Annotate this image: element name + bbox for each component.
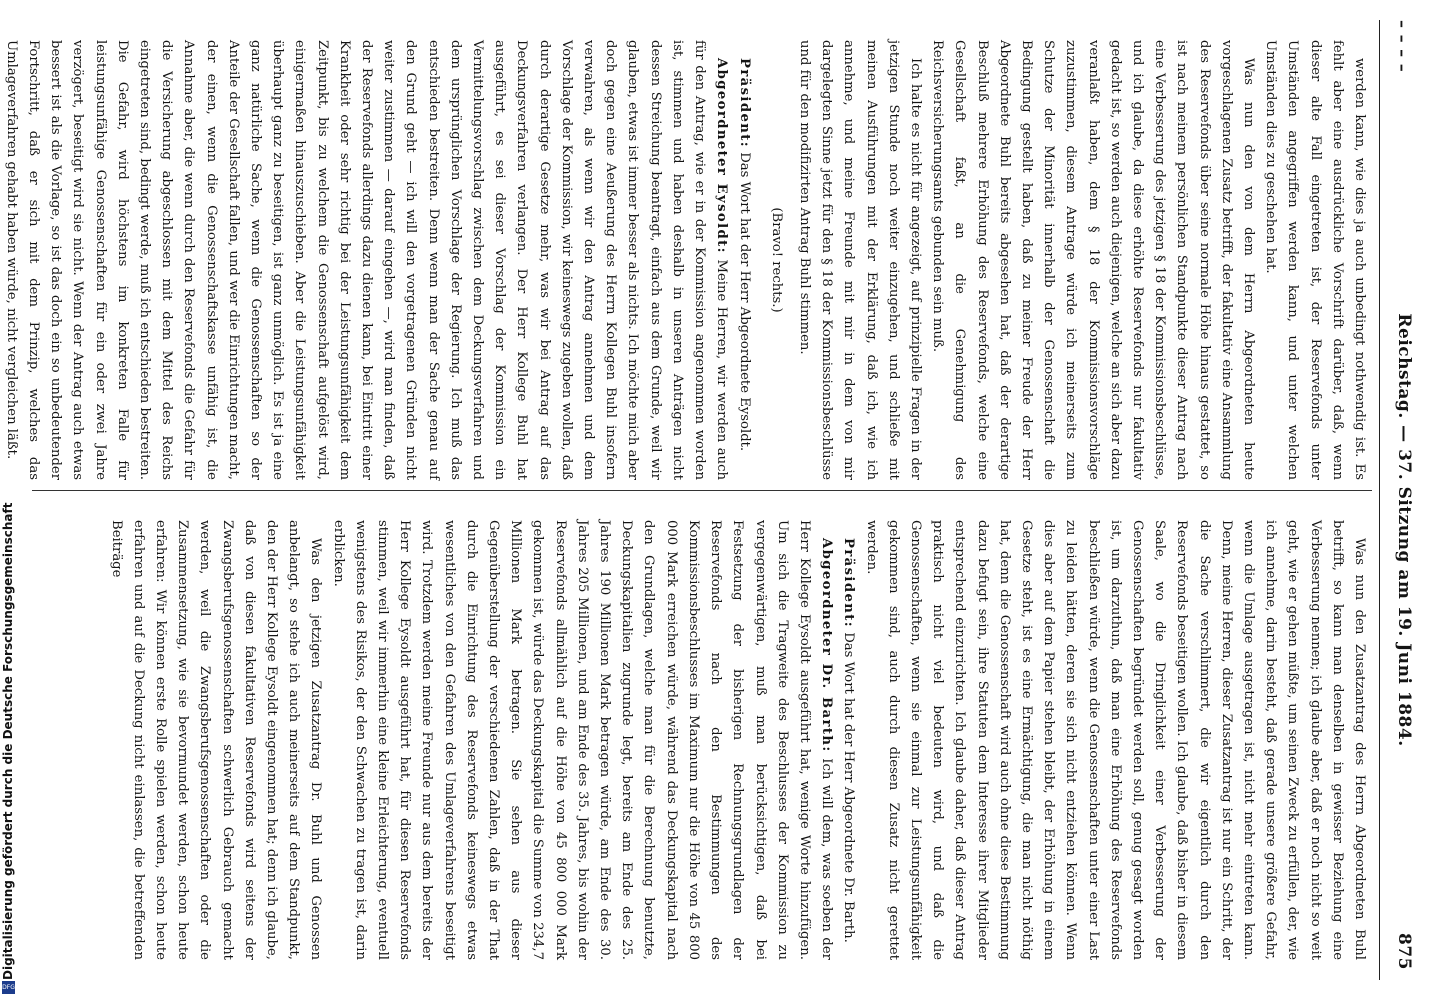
dfg-logo-icon: DFG bbox=[2, 981, 15, 994]
page-header bbox=[1379, 20, 1420, 980]
president-speaker-label-2: Präsident: bbox=[841, 538, 857, 629]
barth-statement-paragraph-2: Was den jetzigen Zusatzantrag Dr. Buhl und Genossen anbelangt, so stehe ich auch meinerseits auf dem Standpunkt, den der Herr Kollege Eysoldt eingenommen hat; denn ich glaube, daß von diesen fakultativen Reservefonds wird seitens der Zwangsberufsgenossenschaften schwerlich Gebrauch gemacht werden, weil die Zwangsberufsgenossenschaften oder die Zusammensetzung, wie sie bevormundet werden, schon heute erfahren: Wir können erste Rolle spielen werden, schon heute erfahren und auf die Deckung nicht einlassen, die betreffenden Beiträge bbox=[108, 520, 324, 960]
page-number: 875 bbox=[1394, 933, 1414, 970]
applause-note: (Bravo! rechts.) bbox=[768, 207, 784, 313]
eysoldt-statement bbox=[0, 40, 732, 480]
right-column bbox=[70, 520, 1370, 960]
column-divider bbox=[32, 490, 1372, 491]
credit-text: Digitalisierung gefördert durch die Deutsche Forschungsgemeinschaft bbox=[1, 502, 15, 980]
left-paragraph-1: werden kann, wie dies ja auch unbedingt nothwendig ist. Es fehlt aber eine ausdrückliche Vorschrift darüber, daß, wenn dieser alte Fall eingetreten ist, der Reservefonds unter Umständen angegriffen werden kann, und unter welchen Umständen dies zu geschehen hat. bbox=[1263, 40, 1367, 480]
header-title: Reichstag. — 37. Sitzung am 19. Juni 1884. bbox=[1394, 313, 1414, 747]
eysoldt-statement-text: Meine Herren, wir werden auch für den Antrag, wie er in der Kommission angenommen worden ist, stimmen und haben deshalb in unseren Anträgen nicht dessen Streichung beantragt, einfach aus dem Grunde, weil wir glauben, etwas ist immer besser als nichts. Ich möchte mich aber doch gegen eine Aeußerung des Herrn Kollegen Buhl insofern verwahren, als wenn wir den Antrag annehmen und dem Vorschlage der Kommission, wir keineswegs zugeben wollen, daß durch derartige Gesetze mehr, was wir bei Antrag auf das Deckungsverfahren verlangen. Der Herr Kollege Buhl hat ausgeführt, es sei dieser Vorschlag der Kommission ein Vermittelungsvorschlag zwischen dem Deckungsverfahren und dem ursprünglichen Vorschlage der Regierung. Ich muß das entschieden bestreiten. Denn wenn man der Sache genau auf den Grund geht — ich will den vorgetragenen Gründen nicht weiter zustimmen — darauf eingehen —, wird man finden, daß der Reservefonds allerdings dazu dienen kann, bei Eintritt einer Krankheit oder sehr richtig bei der Leistungsunfähigkeit dem Zeitpunkt, bis zu welchem die Genossenschaft aufgelöst wird, einigermaßen hinauszuschieben. Aber die Leistungsunfähigkeit überhaupt ganz zu beseitigen, ist ganz unmöglich. Es ist ja eine ganz natürliche Sache, wenn die Genossenschaften so der Anteile der Gesellschaft fallen, und wer die Einrichtungen macht, der einen, wenn die Genossenschaftskasse unfähig ist, die Annahme aber, die wenn durch den Reservefonds die Gefahr für die Versicherung abgeschlossen mit dem Mittel des Reichs eingetreten sind, bedingt werde, muß ich entschieden bestreiten. Die Gefahr, wird höchstens im konkreten Falle für leistungsunfähige Genossenschaften für ein oder zwei Jahre verzögert, beseitigt wird sie nicht. Wenn der Antrag auch etwas bessert ist als die Vorlage, so ist das doch ein so unbedeutender Fortschritt, daß er sich mit dem Prinzip, welches das Umlageverfahren gehabt haben würde, nicht vergleichen läßt. bbox=[3, 40, 730, 480]
barth-speaker-label: Abgeordneter Dr. Barth: bbox=[819, 538, 835, 753]
president-speaker-label: Präsident: bbox=[736, 58, 752, 149]
president-statement-1 bbox=[732, 40, 754, 480]
left-column bbox=[3, 40, 1370, 480]
barth-statement-text-1: Ich will dem, was soeben der Herr Kollege Eysoldt ausgeführt hat, wenige Worte hinzufügen. Um sich die Tragweite des Beschlusses der Kommission zu vergegenwärtigen, muß man berücksichtigen, daß bei Festsetzung der bisherigen Rechnungsgrundlagen der Reservefonds nach den Bestimmungen des Kommissionsbeschlusses im Maximum nur die Höhe von 45 800 000 Mark erreichen würde, während das Deckungskapital nach den Grundlagen, welche man für die Berechnung benutzte, Deckungskapitalien zugrunde legt, bereits am Ende des 25. Jahres 190 Millionen Mark betragen würde, am Ende des 30. Jahres 205 Millionen, und am Ende des 35. Jahres, bis wohin der Reservefonds allmählich auf die Höhe von 45 800 000 Mark gekommen ist, würde das Deckungskapital die Summe von 234,7 Millionen Mark betragen. Sie sehen aus dieser Gegenüberstellung der verschiedenen Zahlen, daß in der That durch die Einrichtung des Reservefonds keineswegs etwas wesentliches von den Gefahren des Umlageverfahrens beseitigt wird. Trotzdem werden meine Freunde nur aus dem bereits der Herr Kollege Eysoldt ausgeführt hat, für diesen Reservefonds stimmen, weil wir immerhin eine kleine Erleichterung, eventuell wenigstens des Risikos, der den Schwachen zu tragen ist, darin erblicken. bbox=[330, 520, 835, 960]
left-paragraph-2: Was nun den von dem Herrn Abgeordneten heute vorgeschlagenen Zusatz betrifft, der fakultativ eine Ansammlung des Reservefonds über seine normale Höhe hinaus gestattet, so ist nach meinem persönlichen Standpunkte dieser Antrag nach eine Verbesserung des jetzigen § 18 der Kommissionsbeschlüsse, und ich glaube, da diese erhöhte Reservefonds nur fakultativ gedacht ist, so werden auch diejenigen, welche an sich aber dazu veranlaßt haben, dem § 18 der Kommissionsvorschläge zuzustimmen, diesem Antrage würde ich meinerseits zum Schutze der Minorität innerhalb der Genossenschaft die Bedingung gestellt haben, daß zu meiner Freude der Herr Abgeordnete Buhl bereits abgesehen hat, daß der derartige Beschluß mehrere Erhöhung des Reservefonds, welche eine Gesellschaft faßt, an die Genehmigung des Reichsversicherungsamts gebunden sein muß. bbox=[930, 40, 1256, 480]
right-paragraph-1: Was nun den Zusatzantrag des Herrn Abgeordneten Buhl betrifft, so kann man denselben in gewisser Beziehung eine Verbesserung nennen; ich glaube aber, daß er noch nicht so weit geht, wie er gehen müßte, um seinen Zweck zu erfüllen, der, wie ich annehme, darin besteht, daß gerade unsere größere Gefahr, wenn die Umlage ausgetragen ist, nicht mehr eintreten kann. Denn, meine Herren, dieser Zusatzantrag ist nur ein Schritt, der die Sache verschlimmert, die wir eigentlich durch den Reservefonds beseitigen wollen. Ich glaube, daß bisher in diesem Saale, wo die Dringlichkeit einer Verbesserung der Genossenschaften begründet werden soll, genug gesagt worden ist, um darzuthun, daß man eine Erhöhung des Reservefonds beschließen würde, wenn die Genossenschaften unter einer Last zu leiden hätten, deren sie sich nicht entziehen können. Wenn dies aber auf dem Papier stehen bleibt, der Erhöhung in einem Gesetze steht, ist es eine Ermächtigung, die man nicht nöthig hat, denn die Genossenschaft wird auch ohne diese Bestimmung dazu befugt sein, ihre Statuten dem Interesse ihrer Mitglieder entsprechend einzurichten. Ich glaube daher, daß dieser Antrag praktisch nicht viel bedeuten wird, und daß die Genossenschaften, wenn sie einmal zur Leistungsunfähigkeit gekommen sind, auch durch diesen Zusatz nicht gerettet werden. bbox=[863, 520, 1367, 960]
president-statement-2 bbox=[837, 520, 859, 960]
eysoldt-speaker-label: Abgeordneter Eysoldt: bbox=[714, 58, 730, 254]
president-statement-text: Das Wort hat der Herr Abgeordnete Eysoldt. bbox=[736, 152, 752, 452]
left-paragraph-3: Ich halte es nicht für angezeigt, auf prinzipielle Fragen in der jetzigen Stunde noch weiter einzugehen, und schließe mit meinen Ausführungen mit der Erklärung, daß ich, wie ich annehme, und meine Freunde mit mir in dem von mir dargelegten Sinne jetzt für den § 18 der Kommissionsbeschlüsse und für den modifizirten Antrag Buhl stimmen. bbox=[796, 40, 923, 480]
president-statement-text-2: Das Wort hat der Herr Abgeordnete Dr. Barth. bbox=[841, 632, 857, 943]
barth-statement bbox=[326, 520, 837, 960]
digitization-credit bbox=[0, 0, 18, 1000]
header-left-mark: – – – – bbox=[1393, 20, 1412, 73]
